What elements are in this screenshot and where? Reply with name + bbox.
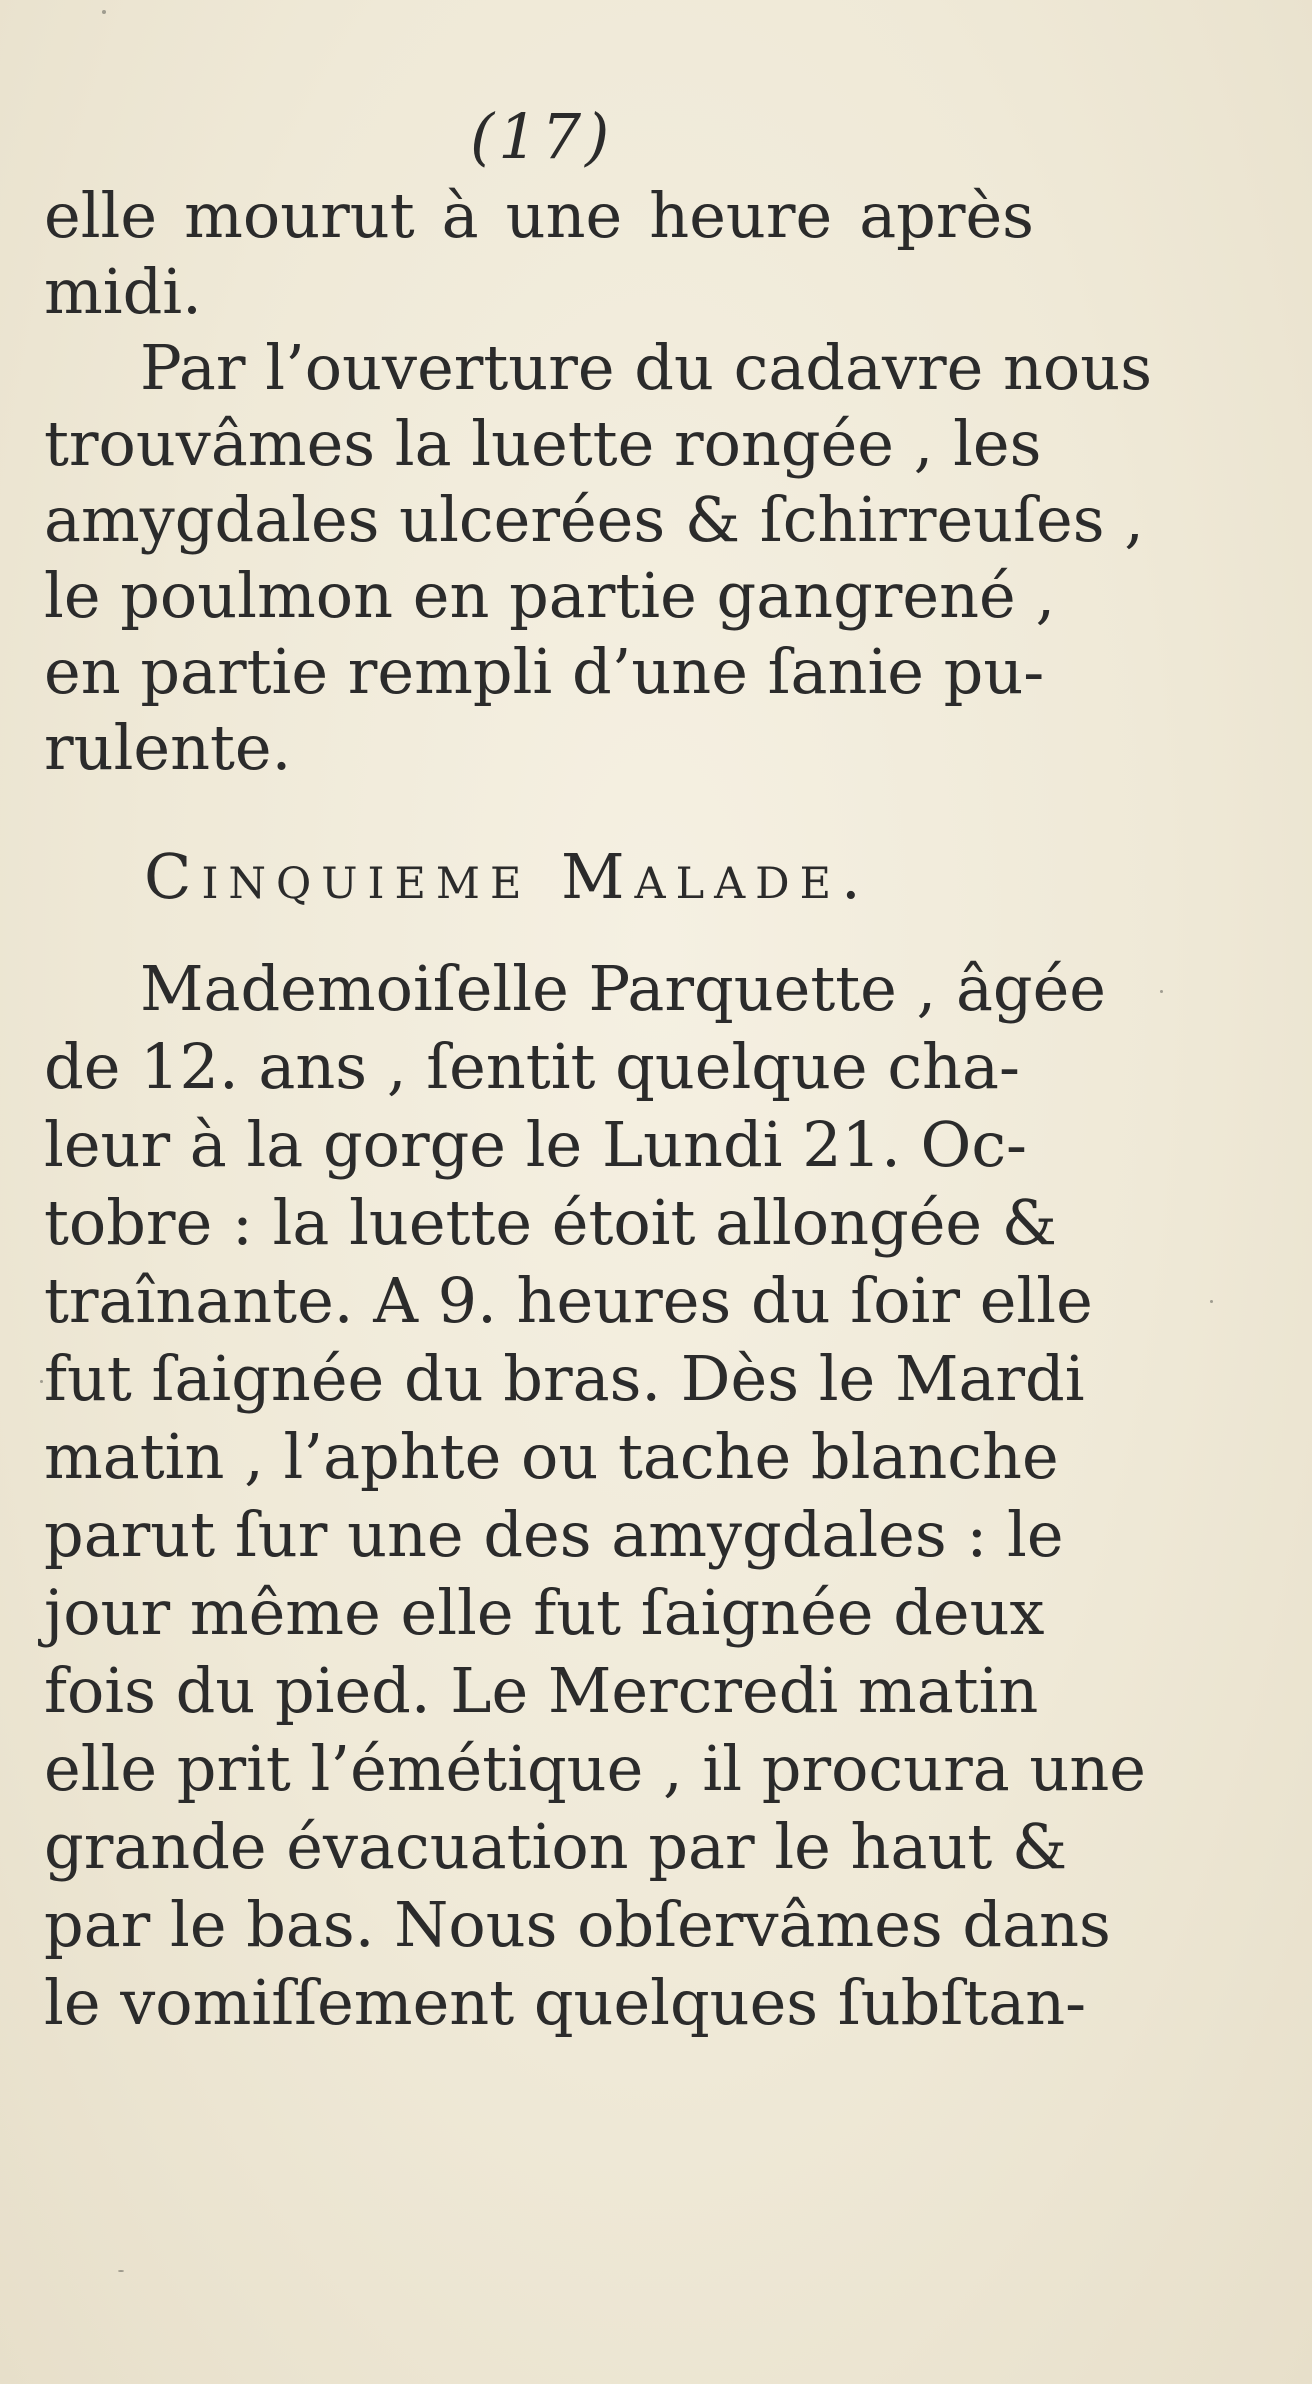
paragraph-continuation: [44, 178, 1153, 786]
paper-speck: [1210, 1300, 1213, 1303]
text-line: elle prit l’émétique , il procura une: [44, 1732, 1146, 1805]
text-line: matin , l’aphte ou tache blanche: [44, 1420, 1059, 1493]
text-line: parut ſur une des amygdales : le: [44, 1498, 1064, 1571]
text-line: par le bas. Nous obſervâmes dans: [44, 1888, 1111, 1961]
paper-speck: [102, 10, 106, 14]
page-number: (17): [470, 100, 614, 173]
text-line: traînante. A 9. heures du ſoir elle: [44, 1264, 1093, 1337]
text-line: le poulmon en partie gangrené ,: [44, 559, 1056, 632]
paper-speck: [1160, 990, 1163, 993]
paragraph-cinquieme-malade: [44, 950, 1146, 2042]
text-line: fut ſaignée du bras. Dès le Mardi: [44, 1342, 1085, 1415]
text-line: le vomiſſement quelques ſubſtan-: [44, 1966, 1087, 2039]
text-line: midi.: [44, 255, 202, 328]
text-line: rulente.: [44, 711, 292, 784]
text-line: Mademoiſelle Parquette , âgée: [140, 952, 1106, 1025]
text-line: trouvâmes la luette rongée , les: [44, 407, 1042, 480]
text-line: de 12. ans , ſentit quelque cha-: [44, 1030, 1020, 1103]
text-line: fois du pied. Le Mercredi matin: [44, 1654, 1039, 1727]
text-line: elle mourut à une heure après: [44, 179, 1034, 252]
text-line: amygdales ulcerées & ſchirreuſes ,: [44, 483, 1144, 556]
text-line: tobre : la luette étoit allongée &: [44, 1186, 1057, 1259]
paper-speck: [40, 1380, 43, 1383]
text-line: grande évacuation par le haut &: [44, 1810, 1068, 1883]
text-line: en partie rempli d’une ſanie pu-: [44, 635, 1045, 708]
text-line: jour même elle fut ſaignée deux: [44, 1576, 1045, 1649]
text-line: leur à la gorge le Lundi 21. Oc-: [44, 1108, 1028, 1181]
text-line: Par l’ouverture du cadavre nous: [140, 331, 1153, 404]
section-heading: Cinquieme Malade.: [144, 840, 871, 913]
paper-speck: [118, 2270, 124, 2272]
